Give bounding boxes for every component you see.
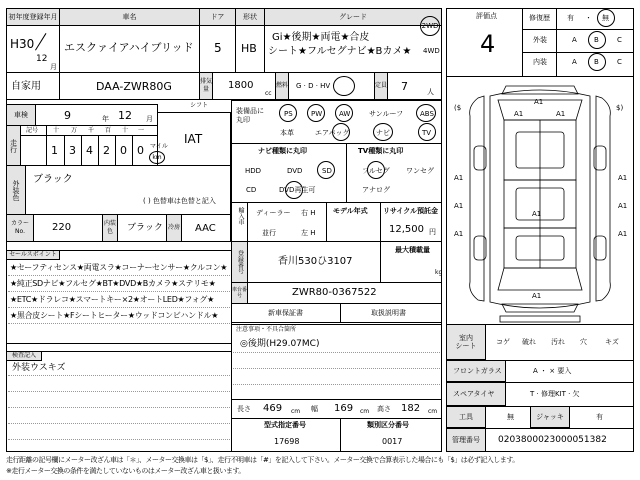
equip-navi: ナビ xyxy=(376,129,390,137)
exterior-grade-label: 外装 xyxy=(533,36,547,44)
damage-mark: A1 xyxy=(534,98,544,106)
damage-mark: A1 xyxy=(618,202,628,210)
repair-option-no: 無 xyxy=(602,14,609,22)
front-glass-options: A ・ × 要入 xyxy=(533,367,572,375)
score-label: 評価点 xyxy=(476,12,497,20)
mileage-place-juu: 十 xyxy=(122,127,129,134)
notes-label: 注意事項・不具合箇所 xyxy=(236,326,297,333)
import-right-handle: 右 H xyxy=(301,209,316,217)
interior-color-label: 内装色 xyxy=(102,214,118,242)
cabin-option-scratch: キズ xyxy=(605,338,619,346)
model-designation-label: 型式指定番号 xyxy=(264,421,306,429)
mileage-digit: 2 xyxy=(103,144,110,157)
equip-abs: ABS xyxy=(420,110,434,118)
equip-tv: TV xyxy=(422,129,432,137)
selling-points-label: セールスポイント xyxy=(6,250,60,260)
repair-history-label: 修復歴 xyxy=(529,14,550,22)
car-name-label: 車名 xyxy=(59,8,200,26)
cabin-option-hole: 穴 xyxy=(580,338,587,346)
equip-ps: PS xyxy=(284,110,293,118)
navi-dvd-playback-circle xyxy=(285,181,303,199)
front-glass-label: フロントガラス xyxy=(446,360,506,382)
door-label: ドア xyxy=(199,8,236,26)
height-label: 高さ xyxy=(377,405,391,413)
damage-mark: A1 xyxy=(514,110,524,118)
footer-note-2: ※走行メーター交換の条件を満たしていないものはメーター改ざん車と扱います。 xyxy=(6,467,245,475)
max-load-unit: kg xyxy=(435,269,443,276)
equip-pw: PW xyxy=(311,110,323,118)
mileage-unit-mile: マイル xyxy=(150,143,168,150)
inspector-notes-text: 外装ウスキズ xyxy=(12,363,66,373)
capacity-unit: 人 xyxy=(427,88,434,96)
selling-point-line: ★セーフティセンス★両電スラ★コーナーセンサー★クルコン★ xyxy=(10,263,228,272)
registration-number: 香川530ひ3107 xyxy=(278,256,353,267)
inspection-year-unit: 年 xyxy=(102,115,109,123)
color-number: 220 xyxy=(52,222,72,233)
interior-grade-a: A xyxy=(572,58,577,66)
selling-point-line: ★ETC★ドラレコ★スマートキー×2★オートLED★フォグ★ xyxy=(10,295,214,304)
mileage-place-sen: 千 xyxy=(88,127,95,134)
mileage-place-man: 万 xyxy=(71,127,78,134)
owner-manual: 取扱説明書 xyxy=(371,309,406,317)
tv-oneseg: ワンセグ xyxy=(406,167,434,175)
navi-cd: CD xyxy=(246,186,257,194)
tv-analog: アナログ xyxy=(362,186,390,194)
exterior-color: ブラック xyxy=(33,174,73,185)
reg-era: H30 xyxy=(10,37,35,51)
exterior-b-circle xyxy=(588,31,606,49)
tv-fullseg-circle xyxy=(367,161,385,179)
spare-tire-label: スペアタイヤ xyxy=(446,382,506,406)
grade-line-2: シート★フルセグナビ★Bカメ★ xyxy=(268,46,412,57)
interior-b-circle xyxy=(588,53,606,71)
damage-mark: A1 xyxy=(618,230,628,238)
score-value: 4 xyxy=(480,30,496,58)
mileage-label: 走行 xyxy=(6,125,21,166)
cabin-option-burn: コゲ xyxy=(496,338,510,346)
body-shape: HB xyxy=(241,42,257,55)
inspector-notes-label: 検査記入 xyxy=(6,351,42,361)
jack-label: ジャッキ xyxy=(530,406,570,428)
tools-label: 工具 xyxy=(446,406,486,428)
mileage-place-hyaku: 百 xyxy=(105,127,112,134)
tv-fullseg: フルセグ xyxy=(362,167,390,175)
exterior-grade-b: B xyxy=(594,36,599,44)
exterior-color-note: ( ) 色替車は色替と記入 xyxy=(143,197,216,205)
navi-hdd: HDD xyxy=(245,167,262,175)
exterior-color-label: 外装色 xyxy=(6,165,26,215)
length-value: 469 xyxy=(263,403,283,414)
max-load-label: 最大積載量 xyxy=(395,246,430,254)
ac-value: AAC xyxy=(195,223,216,234)
door-count: 5 xyxy=(214,41,222,55)
drive-4wd: 4WD xyxy=(423,47,440,55)
capacity-label: 定員 xyxy=(374,72,388,100)
chassis-number: ZWR80-0367522 xyxy=(292,287,377,298)
footer-note-1: 走行距離の記号欄にメーター改ざん車は「＊」、メーター交換車は「$」、走行不明車は「#」を記入して下さい。メーター交換で合算表示した場合にも「$」は必ず記入します。 xyxy=(6,456,519,464)
damage-mark: A1 xyxy=(556,110,566,118)
navi-sd: SD xyxy=(322,167,332,175)
car-name: エスクァイアハイブリッド xyxy=(64,41,194,54)
inspection-year: 9 xyxy=(64,109,71,122)
equip-airbag: エアバッグ xyxy=(315,129,350,137)
shift-label: シフト xyxy=(190,102,209,109)
mileage-digit: 1 xyxy=(51,144,58,157)
grade-label: グレード xyxy=(264,8,442,26)
cabin-option-tear: 破れ xyxy=(522,338,536,346)
width-value: 169 xyxy=(334,403,354,414)
reg-month: 12 xyxy=(36,54,48,64)
repair-option-yes: 有 xyxy=(567,14,574,22)
interior-grade-c: C xyxy=(617,58,622,66)
registration-label: 登録番号 xyxy=(231,241,248,283)
mileage-digit: 0 xyxy=(137,144,144,157)
equip-abs-circle xyxy=(416,104,436,122)
class-number: 0017 xyxy=(382,437,403,446)
cc-unit: cc xyxy=(265,90,272,97)
recycle-label: リサイクル預託金 xyxy=(383,207,439,215)
import-left-handle: 左 H xyxy=(301,229,316,237)
equip-tv-circle xyxy=(418,123,436,141)
height-value: 182 xyxy=(401,403,421,414)
shift-value: IAT xyxy=(184,132,203,146)
class-number-label: 類別区分番号 xyxy=(367,421,409,429)
recycle-unit: 円 xyxy=(429,228,436,236)
import-label: 輸入車 xyxy=(237,207,244,225)
equipment-label: 丸印 xyxy=(236,116,250,124)
repair-option-sep: ・ xyxy=(585,14,592,22)
exterior-grade-c: C xyxy=(617,36,622,44)
diagram-legend-left: ($ xyxy=(454,104,462,112)
damage-mark: A1 xyxy=(454,202,464,210)
navi-dvd: DVD xyxy=(287,167,303,175)
length-unit: cm xyxy=(291,408,301,415)
control-number-label: 管理番号 xyxy=(446,428,486,452)
spare-tire-options: T · 修理KIT · 欠 xyxy=(530,390,580,398)
selling-point-line: ★黒合皮シート★Fシートヒーター★ウッドコンビハンドル★ xyxy=(10,311,219,320)
import-dealer: ディーラー xyxy=(256,209,291,217)
width-unit: cm xyxy=(360,408,370,415)
equip-pw-circle xyxy=(307,104,325,122)
equip-leather: 本革 xyxy=(280,129,294,137)
jack-value: 有 xyxy=(596,413,603,421)
inspection-month-unit: 月 xyxy=(146,115,153,123)
notes-text: ◎後期(H29.07MC) xyxy=(240,339,320,349)
equip-navi-circle xyxy=(373,123,393,141)
year-label: 初年度登録年月 xyxy=(6,8,60,26)
displacement-label: 排気量 xyxy=(199,72,213,100)
fuel-options: G · D · HV · xyxy=(296,82,335,90)
new-car-warranty: 新車保証書 xyxy=(268,309,303,317)
tv-type-title: TV種類に丸印 xyxy=(358,147,404,155)
displacement-value: 1800 xyxy=(228,80,254,91)
equip-aw-circle xyxy=(335,104,353,122)
mileage-digit: 0 xyxy=(120,144,127,157)
control-number: 0203800023000051382 xyxy=(498,435,607,445)
interior-grade-b: B xyxy=(594,58,599,66)
width-label: 幅 xyxy=(311,405,318,413)
diagram-legend-right: $) xyxy=(616,104,624,112)
damage-mark: A1 xyxy=(618,174,628,182)
navi-sd-circle xyxy=(317,161,335,179)
equip-ps-circle xyxy=(279,104,297,122)
model-code: DAA-ZWR80G xyxy=(96,80,172,93)
fuel-hv-circle xyxy=(333,76,355,96)
grade-line-1: Gi★後期★両電★合皮 xyxy=(272,32,370,43)
vehicle-use: 自家用 xyxy=(11,81,41,92)
cabin-option-dirt: 汚れ xyxy=(551,338,565,346)
inspection-label: 車検 xyxy=(6,104,36,126)
capacity-value: 7 xyxy=(401,80,408,93)
cabin-seat-label: 室内 シート xyxy=(446,324,486,360)
mileage-place-10man: 十 xyxy=(53,127,60,134)
reg-month-unit: 月 xyxy=(50,63,57,71)
shape-label: 形状 xyxy=(235,8,265,26)
damage-mark: A1 xyxy=(532,292,542,300)
equip-aw: AW xyxy=(339,110,351,118)
interior-color: ブラック xyxy=(127,223,163,233)
damage-mark: A1 xyxy=(532,210,542,218)
ac-label: 冷房 xyxy=(166,214,182,242)
fuel-label: 燃料 xyxy=(275,72,289,100)
drive-2wd-circle: 2WD xyxy=(420,16,440,36)
mileage-digit: 4 xyxy=(86,144,93,157)
car-condition-diagram xyxy=(446,76,634,324)
model-designation-number: 17698 xyxy=(274,437,300,446)
equipment-label: 装備品に xyxy=(236,107,264,115)
mileage-km-circle: km xyxy=(149,151,165,164)
selling-point-line: ★純正SDナビ★フルセグ★BT★DVD★Bカメラ★ステリモ★ xyxy=(10,279,216,288)
length-label: 長さ xyxy=(237,405,251,413)
damage-mark: A1 xyxy=(454,230,464,238)
recycle-fee: 12,500 xyxy=(389,224,424,235)
mileage-place-ichi: 一 xyxy=(138,127,145,134)
exterior-grade-a: A xyxy=(572,36,577,44)
inspection-month: 12 xyxy=(118,109,132,122)
color-number-label: カラーNo. xyxy=(6,214,34,242)
chassis-label: 車台番号 xyxy=(231,282,248,304)
mileage-place-sign: 記号 xyxy=(26,127,39,134)
tools-value: 無 xyxy=(507,413,514,421)
interior-grade-label: 内装 xyxy=(533,58,547,66)
repair-no-circle xyxy=(597,9,615,27)
model-year-label: モデル年式 xyxy=(333,207,368,215)
mileage-digit: 3 xyxy=(69,144,76,157)
damage-mark: A1 xyxy=(454,174,464,182)
height-unit: cm xyxy=(428,408,438,415)
import-parallel: 並行 xyxy=(262,229,276,237)
equip-airbag-circle xyxy=(332,123,350,141)
navi-type-title: ナビ種類に丸印 xyxy=(258,147,307,155)
navi-dvd-playback: DVD再生可 xyxy=(279,186,316,194)
equip-sunroof: サンルーフ xyxy=(369,110,404,118)
